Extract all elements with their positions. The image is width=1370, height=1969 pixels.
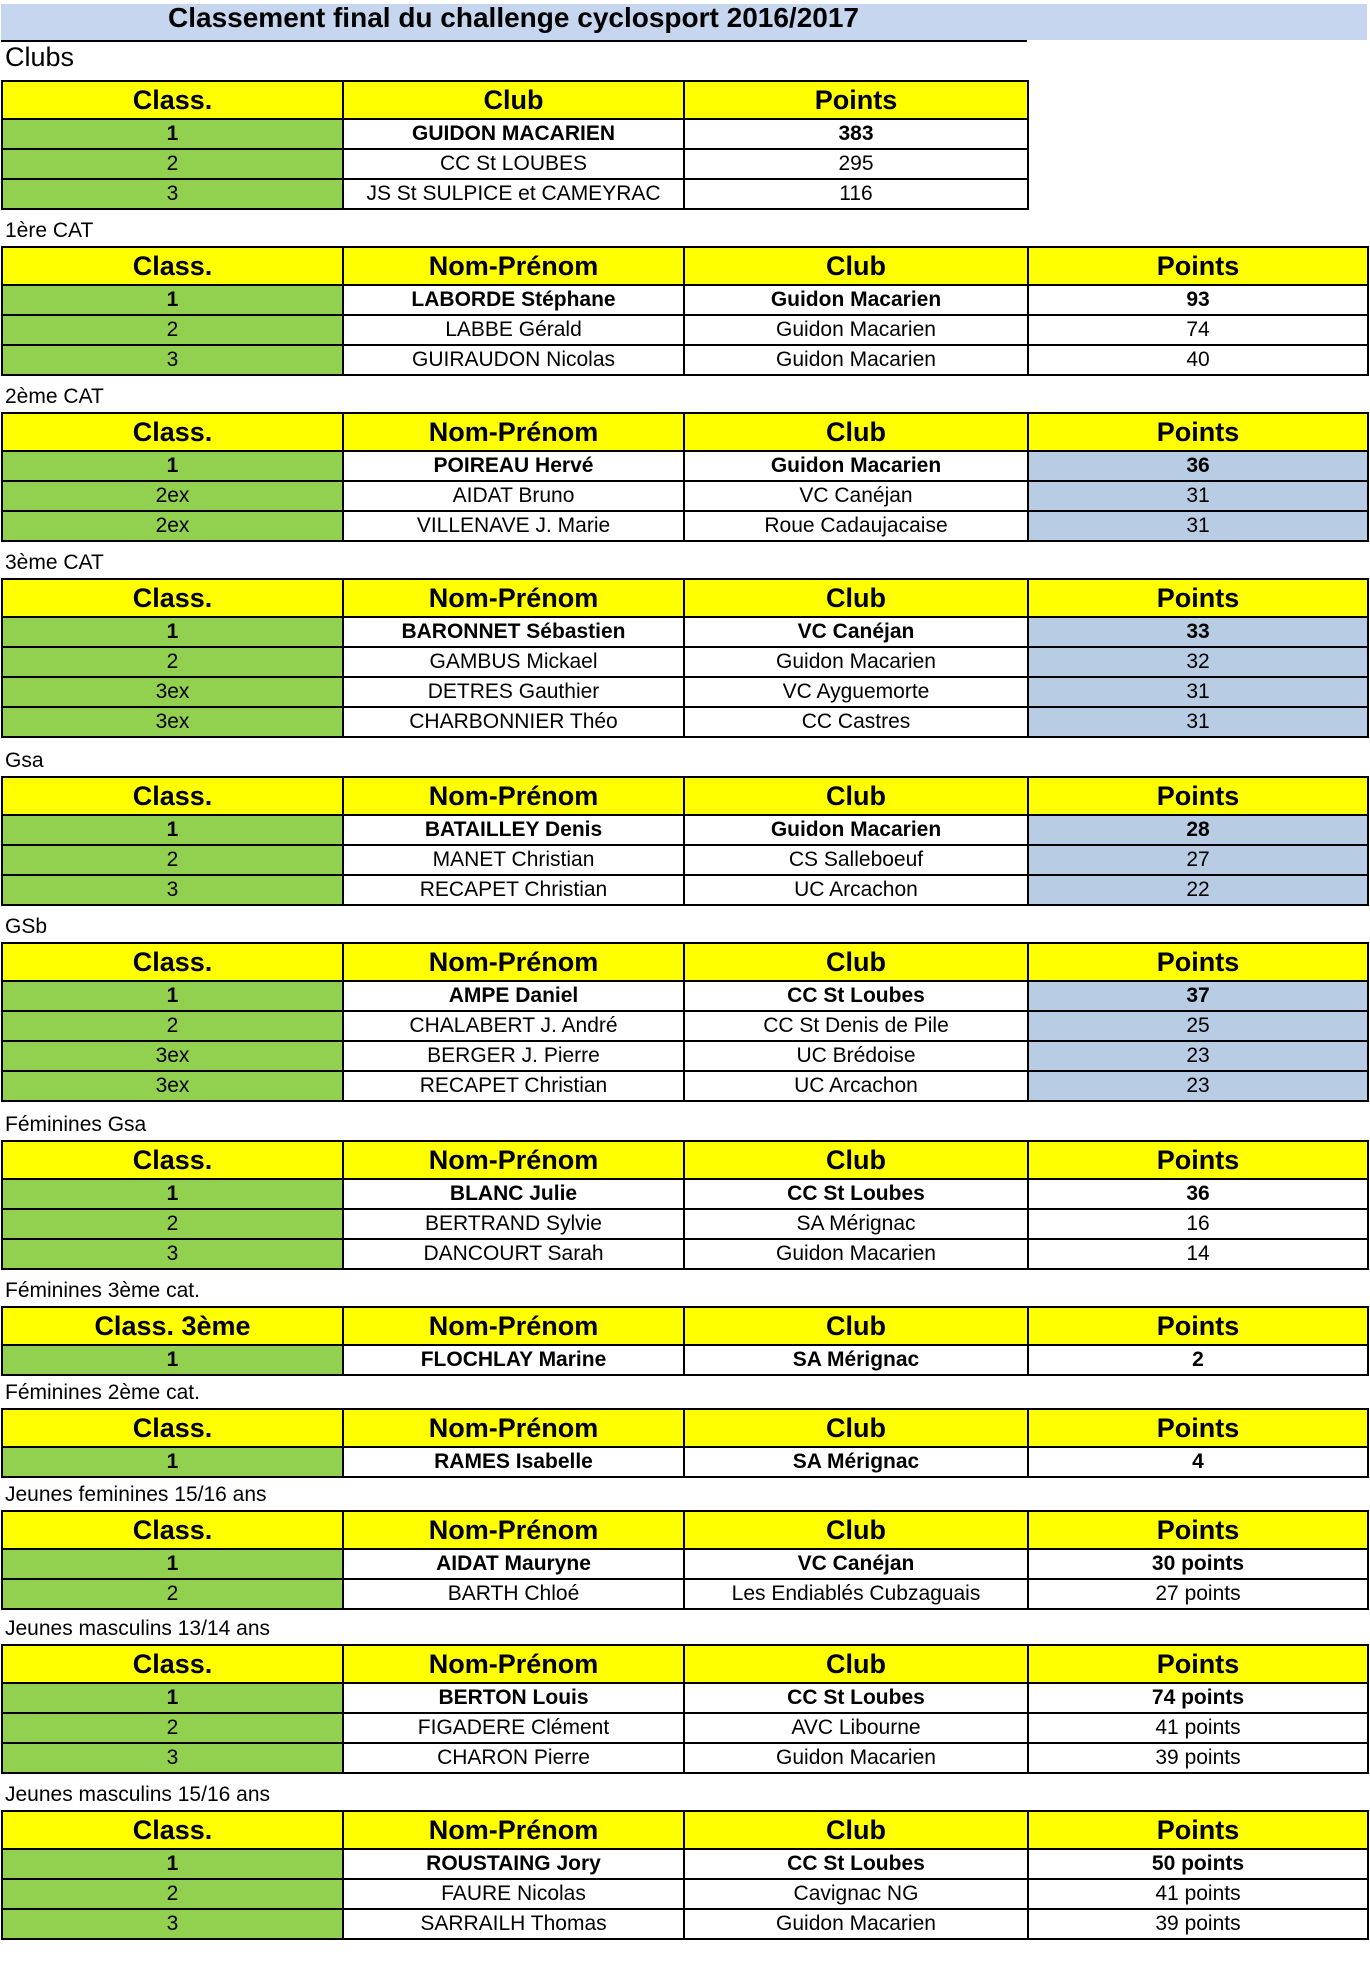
table-row	[2, 481, 1368, 511]
table-row	[2, 1179, 1368, 1209]
table-header-row	[2, 1409, 1368, 1447]
table-row	[2, 1713, 1368, 1743]
rank-cell: 3ex	[2, 1071, 343, 1101]
rank-cell: 2	[2, 647, 343, 677]
title-underline	[1, 40, 1027, 42]
name-cell: AIDAT Mauryne	[343, 1549, 684, 1579]
table-row	[2, 1879, 1368, 1909]
table-header-row	[2, 579, 1368, 617]
points-cell: 31	[1028, 707, 1368, 737]
club-cell: JS St SULPICE et CAMEYRAC	[343, 179, 684, 209]
table-row	[2, 119, 1028, 149]
rank-cell: 2	[2, 845, 343, 875]
club-cell: Cavignac NG	[684, 1879, 1028, 1909]
rank-cell: 3	[2, 1743, 343, 1773]
name-cell: LABBE Gérald	[343, 315, 684, 345]
column-header: Points	[1028, 943, 1368, 981]
club-cell: CC St Loubes	[684, 1849, 1028, 1879]
club-cell: SA Mérignac	[684, 1447, 1028, 1477]
column-header: Club	[684, 1645, 1028, 1683]
table-row	[2, 451, 1368, 481]
club-cell: Guidon Macarien	[684, 285, 1028, 315]
rank-cell: 2	[2, 1011, 343, 1041]
rank-cell: 1	[2, 119, 343, 149]
column-header: Points	[1028, 1645, 1368, 1683]
name-cell: BATAILLEY Denis	[343, 815, 684, 845]
points-cell: 74	[1028, 315, 1368, 345]
club-cell: UC Arcachon	[684, 875, 1028, 905]
table-row	[2, 1909, 1368, 1939]
name-cell: ROUSTAING Jory	[343, 1849, 684, 1879]
column-header: Class.	[2, 1141, 343, 1179]
column-header: Club	[684, 1409, 1028, 1447]
club-cell: Guidon Macarien	[684, 815, 1028, 845]
points-cell: 295	[684, 149, 1028, 179]
table-row	[2, 315, 1368, 345]
standings-table	[1, 1408, 1369, 1478]
page-title: Classement final du challenge cyclosport 2016/2017	[168, 2, 859, 33]
standings-table	[1, 412, 1369, 542]
points-cell: 36	[1028, 1179, 1368, 1209]
column-header: Nom-Prénom	[343, 247, 684, 285]
name-cell: BERTON Louis	[343, 1683, 684, 1713]
club-cell: VC Canéjan	[684, 617, 1028, 647]
column-header: Points	[1028, 413, 1368, 451]
rank-cell: 3ex	[2, 707, 343, 737]
column-header: Class.	[2, 1511, 343, 1549]
rank-cell: 2	[2, 1713, 343, 1743]
column-header: Class. 3ème	[2, 1307, 343, 1345]
table-row	[2, 1345, 1368, 1375]
table-row	[2, 1743, 1368, 1773]
club-cell: Guidon Macarien	[684, 1743, 1028, 1773]
club-cell: CC St Loubes	[684, 1179, 1028, 1209]
table-row	[2, 1011, 1368, 1041]
table-row	[2, 1683, 1368, 1713]
table-header-row	[2, 943, 1368, 981]
table-row	[2, 677, 1368, 707]
rank-cell: 1	[2, 451, 343, 481]
column-header: Points	[1028, 1409, 1368, 1447]
name-cell: FAURE Nicolas	[343, 1879, 684, 1909]
table-row	[2, 345, 1368, 375]
points-cell: 25	[1028, 1011, 1368, 1041]
rank-cell: 1	[2, 1683, 343, 1713]
name-cell: BLANC Julie	[343, 1179, 684, 1209]
column-header: Club	[684, 1141, 1028, 1179]
table-header-row	[2, 1645, 1368, 1683]
name-cell: DETRES Gauthier	[343, 677, 684, 707]
section-label: Jeunes feminines 15/16 ans	[5, 1483, 267, 1506]
column-header: Nom-Prénom	[343, 1645, 684, 1683]
rank-cell: 3	[2, 345, 343, 375]
rank-cell: 1	[2, 1447, 343, 1477]
points-cell: 31	[1028, 481, 1368, 511]
rank-cell: 2	[2, 1579, 343, 1609]
rank-cell: 1	[2, 815, 343, 845]
club-cell: CS Salleboeuf	[684, 845, 1028, 875]
standings-table	[1, 1810, 1369, 1940]
standings-table	[1, 80, 1029, 210]
section-label: Féminines 2ème cat.	[5, 1381, 200, 1404]
table-row	[2, 1549, 1368, 1579]
column-header: Points	[1028, 777, 1368, 815]
points-cell: 39 points	[1028, 1743, 1368, 1773]
points-cell: 27 points	[1028, 1579, 1368, 1609]
name-cell: POIREAU Hervé	[343, 451, 684, 481]
column-header: Club	[684, 579, 1028, 617]
column-header: Points	[1028, 1511, 1368, 1549]
name-cell: VILLENAVE J. Marie	[343, 511, 684, 541]
rank-cell: 3	[2, 1239, 343, 1269]
points-cell: 31	[1028, 677, 1368, 707]
section-label: Jeunes masculins 13/14 ans	[5, 1617, 270, 1640]
table-row	[2, 875, 1368, 905]
rank-cell: 3ex	[2, 1041, 343, 1071]
club-cell: UC Arcachon	[684, 1071, 1028, 1101]
rank-cell: 3	[2, 875, 343, 905]
column-header: Club	[684, 247, 1028, 285]
rank-cell: 2	[2, 315, 343, 345]
column-header: Class.	[2, 81, 343, 119]
standings-table	[1, 246, 1369, 376]
points-cell: 41 points	[1028, 1879, 1368, 1909]
column-header: Club	[684, 1811, 1028, 1849]
name-cell: RECAPET Christian	[343, 1071, 684, 1101]
table-row	[2, 149, 1028, 179]
rank-cell: 3	[2, 179, 343, 209]
table-row	[2, 179, 1028, 209]
column-header: Points	[1028, 1141, 1368, 1179]
points-cell: 93	[1028, 285, 1368, 315]
points-cell: 16	[1028, 1209, 1368, 1239]
points-cell: 39 points	[1028, 1909, 1368, 1939]
table-header-row	[2, 777, 1368, 815]
points-cell: 383	[684, 119, 1028, 149]
column-header: Class.	[2, 413, 343, 451]
table-row	[2, 1209, 1368, 1239]
points-cell: 32	[1028, 647, 1368, 677]
points-cell: 14	[1028, 1239, 1368, 1269]
rank-cell: 1	[2, 617, 343, 647]
column-header: Nom-Prénom	[343, 413, 684, 451]
name-cell: DANCOURT Sarah	[343, 1239, 684, 1269]
points-cell: 50 points	[1028, 1849, 1368, 1879]
club-cell: CC St Denis de Pile	[684, 1011, 1028, 1041]
club-cell: SA Mérignac	[684, 1345, 1028, 1375]
section-label: Féminines Gsa	[5, 1113, 147, 1136]
column-header: Points	[1028, 1307, 1368, 1345]
column-header: Class.	[2, 1811, 343, 1849]
club-cell: VC Canéjan	[684, 481, 1028, 511]
name-cell: FIGADERE Clément	[343, 1713, 684, 1743]
column-header: Nom-Prénom	[343, 1811, 684, 1849]
column-header: Club	[343, 81, 684, 119]
club-cell: CC Castres	[684, 707, 1028, 737]
points-cell: 2	[1028, 1345, 1368, 1375]
table-header-row	[2, 247, 1368, 285]
column-header: Class.	[2, 1645, 343, 1683]
column-header: Nom-Prénom	[343, 1511, 684, 1549]
table-row	[2, 1447, 1368, 1477]
club-cell: Guidon Macarien	[684, 451, 1028, 481]
club-cell: Les Endiablés Cubzaguais	[684, 1579, 1028, 1609]
club-cell: CC St LOUBES	[343, 149, 684, 179]
section-label: Jeunes masculins 15/16 ans	[5, 1783, 270, 1806]
table-header-row	[2, 1141, 1368, 1179]
name-cell: LABORDE Stéphane	[343, 285, 684, 315]
club-cell: SA Mérignac	[684, 1209, 1028, 1239]
rank-cell: 1	[2, 1849, 343, 1879]
table-row	[2, 707, 1368, 737]
name-cell: CHALABERT J. André	[343, 1011, 684, 1041]
table-header-row	[2, 1307, 1368, 1345]
section-label: Féminines 3ème cat.	[5, 1279, 200, 1302]
table-header-row	[2, 81, 1028, 119]
table-row	[2, 1239, 1368, 1269]
standings-table	[1, 1306, 1369, 1376]
rank-cell: 2	[2, 1209, 343, 1239]
section-label: 1ère CAT	[5, 219, 94, 242]
club-cell: UC Brédoise	[684, 1041, 1028, 1071]
club-cell: Guidon Macarien	[684, 647, 1028, 677]
club-cell: CC St Loubes	[684, 981, 1028, 1011]
table-row	[2, 617, 1368, 647]
points-cell: 40	[1028, 345, 1368, 375]
points-cell: 23	[1028, 1041, 1368, 1071]
column-header: Points	[1028, 247, 1368, 285]
column-header: Nom-Prénom	[343, 777, 684, 815]
points-cell: 33	[1028, 617, 1368, 647]
column-header: Class.	[2, 777, 343, 815]
column-header: Nom-Prénom	[343, 1141, 684, 1179]
column-header: Club	[684, 777, 1028, 815]
table-row	[2, 647, 1368, 677]
table-row	[2, 1579, 1368, 1609]
rank-cell: 1	[2, 1549, 343, 1579]
points-cell: 31	[1028, 511, 1368, 541]
standings-table	[1, 776, 1369, 906]
column-header: Class.	[2, 579, 343, 617]
section-label: GSb	[5, 915, 48, 938]
rank-cell: 1	[2, 285, 343, 315]
points-cell: 30 points	[1028, 1549, 1368, 1579]
name-cell: CHARON Pierre	[343, 1743, 684, 1773]
column-header: Club	[684, 413, 1028, 451]
column-header: Points	[684, 81, 1028, 119]
points-cell: 74 points	[1028, 1683, 1368, 1713]
name-cell: GAMBUS Mickael	[343, 647, 684, 677]
points-cell: 27	[1028, 845, 1368, 875]
standings-table	[1, 1644, 1369, 1774]
section-label: 2ème CAT	[5, 385, 104, 408]
club-cell: VC Ayguemorte	[684, 677, 1028, 707]
club-cell: Guidon Macarien	[684, 1909, 1028, 1939]
points-cell: 116	[684, 179, 1028, 209]
points-cell: 41 points	[1028, 1713, 1368, 1743]
club-cell: Roue Cadaujacaise	[684, 511, 1028, 541]
table-row	[2, 845, 1368, 875]
table-row	[2, 511, 1368, 541]
club-cell: VC Canéjan	[684, 1549, 1028, 1579]
name-cell: RECAPET Christian	[343, 875, 684, 905]
standings-table	[1, 1140, 1369, 1270]
table-row	[2, 1071, 1368, 1101]
name-cell: AIDAT Bruno	[343, 481, 684, 511]
table-row	[2, 981, 1368, 1011]
name-cell: FLOCHLAY Marine	[343, 1345, 684, 1375]
column-header: Points	[1028, 579, 1368, 617]
points-cell: 28	[1028, 815, 1368, 845]
section-label: 3ème CAT	[5, 551, 104, 574]
column-header: Points	[1028, 1811, 1368, 1849]
points-cell: 4	[1028, 1447, 1368, 1477]
table-header-row	[2, 1811, 1368, 1849]
section-label: Gsa	[5, 749, 44, 772]
name-cell: BARTH Chloé	[343, 1579, 684, 1609]
column-header: Club	[684, 1307, 1028, 1345]
rank-cell: 1	[2, 1179, 343, 1209]
table-header-row	[2, 1511, 1368, 1549]
column-header: Class.	[2, 1409, 343, 1447]
name-cell: MANET Christian	[343, 845, 684, 875]
column-header: Nom-Prénom	[343, 1307, 684, 1345]
name-cell: CHARBONNIER Théo	[343, 707, 684, 737]
club-cell: Guidon Macarien	[684, 315, 1028, 345]
points-cell: 37	[1028, 981, 1368, 1011]
rank-cell: 2	[2, 149, 343, 179]
name-cell: AMPE Daniel	[343, 981, 684, 1011]
rank-cell: 2	[2, 1879, 343, 1909]
rank-cell: 3ex	[2, 677, 343, 707]
table-row	[2, 1849, 1368, 1879]
column-header: Class.	[2, 247, 343, 285]
standings-table	[1, 942, 1369, 1102]
rank-cell: 1	[2, 1345, 343, 1375]
table-header-row	[2, 413, 1368, 451]
club-cell: AVC Libourne	[684, 1713, 1028, 1743]
column-header: Club	[684, 943, 1028, 981]
club-cell: CC St Loubes	[684, 1683, 1028, 1713]
points-cell: 23	[1028, 1071, 1368, 1101]
name-cell: GUIRAUDON Nicolas	[343, 345, 684, 375]
name-cell: BERTRAND Sylvie	[343, 1209, 684, 1239]
column-header: Club	[684, 1511, 1028, 1549]
club-cell: GUIDON MACARIEN	[343, 119, 684, 149]
name-cell: BERGER J. Pierre	[343, 1041, 684, 1071]
points-cell: 36	[1028, 451, 1368, 481]
column-header: Class.	[2, 943, 343, 981]
club-cell: Guidon Macarien	[684, 345, 1028, 375]
points-cell: 22	[1028, 875, 1368, 905]
table-row	[2, 285, 1368, 315]
column-header: Nom-Prénom	[343, 579, 684, 617]
standings-table	[1, 1510, 1369, 1610]
name-cell: SARRAILH Thomas	[343, 1909, 684, 1939]
rank-cell: 3	[2, 1909, 343, 1939]
rank-cell: 2ex	[2, 511, 343, 541]
rank-cell: 2ex	[2, 481, 343, 511]
rank-cell: 1	[2, 981, 343, 1011]
table-row	[2, 1041, 1368, 1071]
section-label: Clubs	[5, 42, 75, 72]
club-cell: Guidon Macarien	[684, 1239, 1028, 1269]
column-header: Nom-Prénom	[343, 943, 684, 981]
name-cell: RAMES Isabelle	[343, 1447, 684, 1477]
column-header: Nom-Prénom	[343, 1409, 684, 1447]
table-row	[2, 815, 1368, 845]
standings-table	[1, 578, 1369, 738]
name-cell: BARONNET Sébastien	[343, 617, 684, 647]
